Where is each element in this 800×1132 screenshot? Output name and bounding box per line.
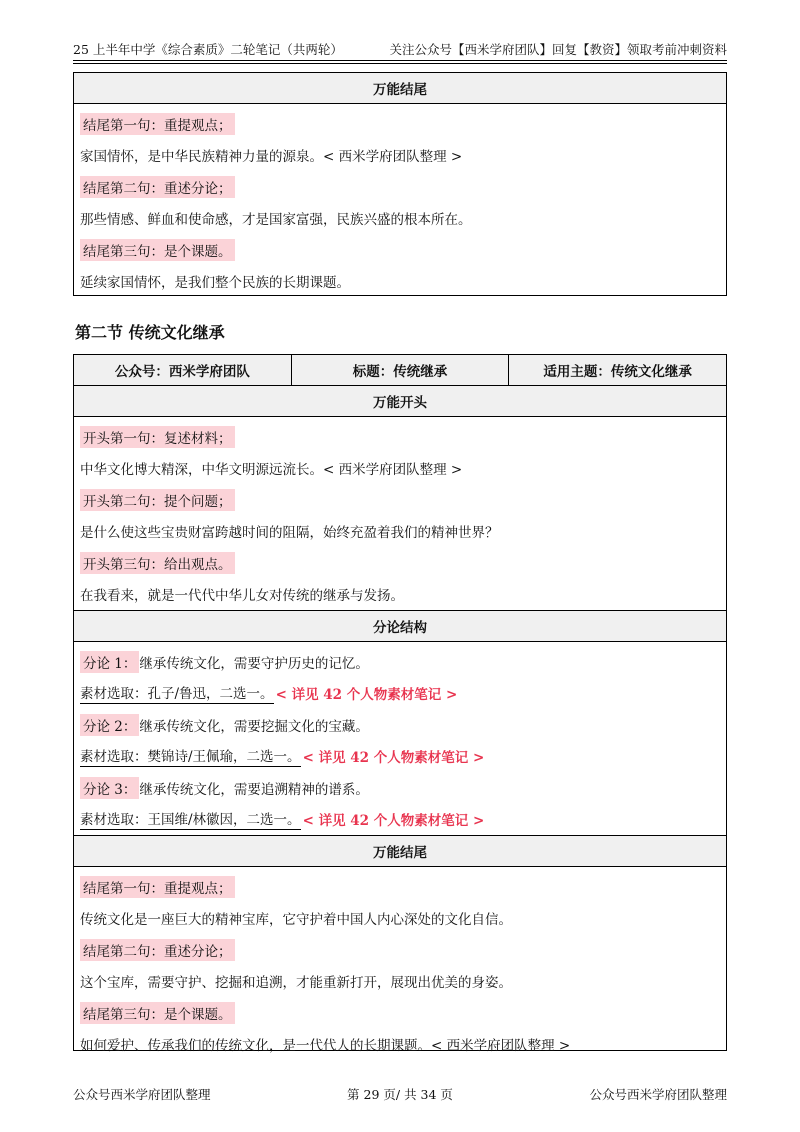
ending2-line-1 bbox=[80, 871, 720, 903]
header-right-text: 关注公众号【西米学府团队】回复【教资】领取考前冲刺资料 bbox=[389, 42, 727, 57]
ending-line-1 bbox=[80, 108, 720, 140]
highlight-label: 结尾第一句：重提观点； bbox=[80, 876, 235, 898]
ending-line-3 bbox=[80, 171, 720, 203]
body-text: 继承传统文化，需要挖掘文化的宝藏。 bbox=[139, 718, 369, 735]
footer-left-text: 公众号西米学府团队整理 bbox=[73, 1087, 211, 1102]
ending-table-previous bbox=[73, 72, 727, 296]
opening-line-3 bbox=[80, 484, 720, 516]
highlight-label: 开头第一句：复述材料； bbox=[80, 426, 235, 448]
ending-line-6 bbox=[80, 266, 720, 298]
highlight-label: 结尾第一句：重提观点； bbox=[80, 113, 235, 135]
ending-line-5 bbox=[80, 234, 720, 266]
ending2-line-4 bbox=[80, 966, 720, 998]
highlight-label: 开头第二句：提个问题； bbox=[80, 489, 235, 511]
opening-heading: 万能开头 bbox=[74, 386, 726, 417]
highlight-label: 分论 3： bbox=[80, 777, 139, 799]
page-header bbox=[73, 38, 727, 58]
footer-right-text: 公众号西米学府团队整理 bbox=[589, 1087, 727, 1102]
opening-line-2 bbox=[80, 453, 720, 485]
body-line-3 bbox=[80, 709, 720, 741]
material-note: < 详见 42 个人物素材笔记 > bbox=[275, 687, 458, 704]
highlight-label: 开头第三句：给出观点。 bbox=[80, 552, 235, 574]
opening-line-5 bbox=[80, 547, 720, 579]
body-line-6 bbox=[80, 804, 720, 836]
highlight-label: 分论 2： bbox=[80, 714, 139, 736]
page-number: 第 29 页/ 共 34 页 bbox=[347, 1087, 453, 1102]
section-title: 第二节 传统文化继承 bbox=[75, 323, 225, 342]
body-line-1 bbox=[80, 646, 720, 678]
body-text: 继承传统文化，需要追溯精神的谱系。 bbox=[139, 781, 369, 798]
body-text: 这个宝库，需要守护、挖掘和追溯，才能重新打开，展现出优美的身姿。 bbox=[80, 975, 512, 992]
highlight-label: 结尾第三句：是个课题。 bbox=[80, 239, 235, 261]
material-text: 素材选取：樊锦诗/王佩瑜，二选一。 bbox=[80, 745, 301, 767]
body-text: 如何爱护、传承我们的传统文化，是一代代人的长期课题。< 西米学府团队整理 > bbox=[80, 1038, 571, 1055]
ending-content-2 bbox=[74, 867, 726, 1060]
ending2-line-5 bbox=[80, 997, 720, 1029]
highlight-label: 结尾第二句：重述分论； bbox=[80, 939, 235, 961]
info-account: 公众号：西米学府团队 bbox=[114, 364, 250, 380]
material-note: < 详见 42 个人物素材笔记 > bbox=[302, 750, 485, 767]
header-rule bbox=[73, 60, 727, 61]
material-note: < 详见 42 个人物素材笔记 > bbox=[302, 813, 485, 830]
ending2-line-6 bbox=[80, 1029, 720, 1061]
ending-heading-2: 万能结尾 bbox=[74, 835, 726, 867]
body-text: 继承传统文化，需要守护历史的记忆。 bbox=[139, 655, 369, 672]
body-line-5 bbox=[80, 772, 720, 804]
info-title: 标题：传统继承 bbox=[291, 355, 509, 385]
page-footer bbox=[73, 1085, 727, 1103]
body-text: 延续家国情怀，是我们整个民族的长期课题。 bbox=[80, 275, 350, 292]
opening-line-6 bbox=[80, 579, 720, 611]
header-left-text: 25 上半年中学《综合素质》二轮笔记（共两轮） bbox=[73, 42, 343, 57]
body-line-4 bbox=[80, 741, 720, 773]
material-text: 素材选取：王国维/林徽因，二选一。 bbox=[80, 808, 301, 830]
body-text: 那些情感、鲜血和使命感，才是国家富强，民族兴盛的根本所在。 bbox=[80, 212, 472, 229]
body-text: 家国情怀，是中华民族精神力量的源泉。< 西米学府团队整理 > bbox=[80, 149, 463, 166]
ending2-line-3 bbox=[80, 934, 720, 966]
ending-line-2 bbox=[80, 140, 720, 172]
body-heading: 分论结构 bbox=[74, 610, 726, 642]
opening-line-1 bbox=[80, 421, 720, 453]
info-theme: 适用主题：传统文化继承 bbox=[508, 355, 726, 385]
ending-heading: 万能结尾 bbox=[74, 73, 726, 104]
opening-content bbox=[74, 417, 726, 610]
ending2-line-2 bbox=[80, 903, 720, 935]
essay-template-table bbox=[73, 354, 727, 1055]
ending-content bbox=[74, 104, 726, 297]
body-content bbox=[74, 642, 726, 835]
body-text: 中华文化博大精深，中华文明源远流长。< 西米学府团队整理 > bbox=[80, 462, 463, 479]
body-text: 在我看来，就是一代代中华儿女对传统的继承与发扬。 bbox=[80, 588, 404, 605]
header-rule-thin bbox=[73, 63, 727, 64]
highlight-label: 分论 1： bbox=[80, 651, 139, 673]
body-line-2 bbox=[80, 678, 720, 710]
body-text: 传统文化是一座巨大的精神宝库，它守护着中国人内心深处的文化自信。 bbox=[80, 912, 512, 929]
material-text: 素材选取：孔子/鲁迅，二选一。 bbox=[80, 682, 274, 704]
opening-line-4 bbox=[80, 516, 720, 548]
ending-line-4 bbox=[80, 203, 720, 235]
info-row bbox=[74, 355, 726, 386]
highlight-label: 结尾第三句：是个课题。 bbox=[80, 1002, 235, 1024]
body-text: 是什么使这些宝贵财富跨越时间的阻隔，始终充盈着我们的精神世界？ bbox=[80, 525, 499, 542]
highlight-label: 结尾第二句：重述分论； bbox=[80, 176, 235, 198]
